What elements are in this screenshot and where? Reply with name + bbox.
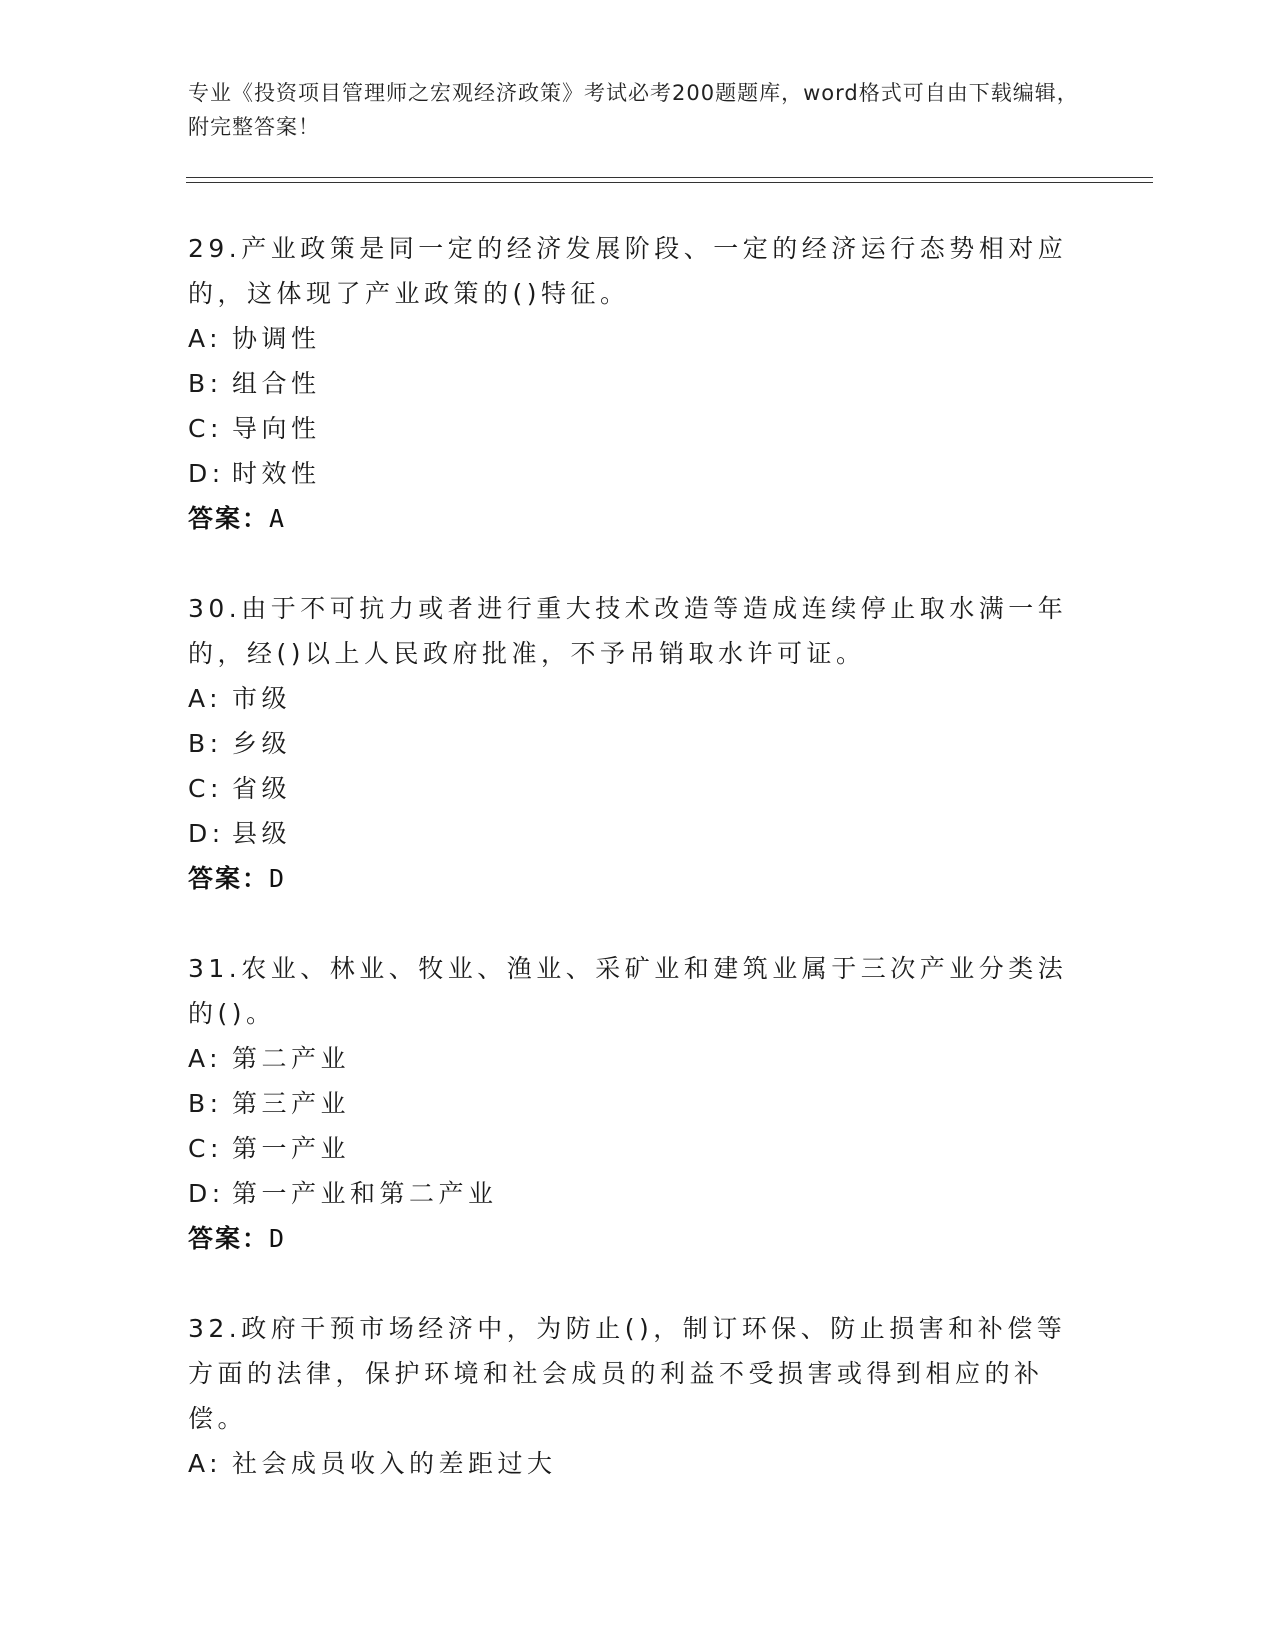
option-c	[188, 1126, 1088, 1171]
option-text: 市级	[232, 684, 292, 713]
option-letter: C:	[188, 774, 223, 803]
header-divider-bottom	[186, 182, 1153, 183]
option-letter: B:	[188, 369, 223, 398]
option-c	[188, 766, 1088, 811]
option-text: 社会成员收入的差距过大	[232, 1449, 557, 1478]
option-a	[188, 1441, 1088, 1486]
question-32	[188, 1306, 1088, 1486]
option-d	[188, 1171, 1088, 1216]
question-29	[188, 226, 1088, 541]
option-text: 导向性	[232, 414, 321, 443]
question-text: 29.产业政策是同一定的经济发展阶段、一定的经济运行态势相对应的，这体现了产业政策的()特征。	[188, 234, 1068, 308]
option-letter: B:	[188, 1089, 223, 1118]
option-text: 第一产业和第二产业	[232, 1179, 498, 1208]
question-text: 31.农业、林业、牧业、渔业、采矿业和建筑业属于三次产业分类法的()。	[188, 954, 1068, 1028]
option-letter: D:	[188, 459, 225, 488]
answer-label: 答案：	[188, 1224, 270, 1253]
option-b	[188, 1081, 1088, 1126]
answer-value: A	[269, 504, 286, 533]
option-d	[188, 451, 1088, 496]
answer-label: 答案：	[188, 864, 270, 893]
header-divider-top	[186, 177, 1153, 178]
option-d	[188, 811, 1088, 856]
option-letter: D:	[188, 1179, 225, 1208]
option-text: 第三产业	[232, 1089, 351, 1118]
option-c	[188, 406, 1088, 451]
option-letter: A:	[188, 684, 223, 713]
answer-value: D	[269, 864, 286, 893]
option-letter: D:	[188, 819, 225, 848]
option-letter: C:	[188, 1134, 223, 1163]
option-letter: A:	[188, 324, 223, 353]
option-text: 第一产业	[232, 1134, 351, 1163]
answer-line	[188, 856, 1088, 901]
question-text: 32.政府干预市场经济中，为防止()，制订环保、防止损害和补偿等方面的法律，保护环境和社会成员的利益不受损害或得到相应的补偿。	[188, 1314, 1067, 1433]
option-text: 第二产业	[232, 1044, 351, 1073]
option-a	[188, 676, 1088, 721]
option-letter: A:	[188, 1449, 223, 1478]
option-a	[188, 1036, 1088, 1081]
answer-value: D	[269, 1224, 286, 1253]
option-text: 乡级	[232, 729, 292, 758]
answer-label: 答案：	[188, 504, 270, 533]
option-text: 县级	[232, 819, 292, 848]
option-text: 协调性	[232, 324, 321, 353]
answer-line	[188, 1216, 1088, 1261]
option-text: 组合性	[232, 369, 321, 398]
option-letter: A:	[188, 1044, 223, 1073]
answer-line	[188, 496, 1088, 541]
question-text: 30.由于不可抗力或者进行重大技术改造等造成连续停止取水满一年的，经()以上人民政府批准，不予吊销取水许可证。	[188, 594, 1068, 668]
option-letter: C:	[188, 414, 223, 443]
option-b	[188, 361, 1088, 406]
option-letter: B:	[188, 729, 223, 758]
option-text: 时效性	[232, 459, 321, 488]
option-b	[188, 721, 1088, 766]
option-a	[188, 316, 1088, 361]
question-30	[188, 586, 1088, 901]
document-header: 专业《投资项目管理师之宏观经济政策》考试必考200题题库，word格式可自由下载编辑，附完整答案！	[188, 81, 1079, 139]
option-text: 省级	[232, 774, 292, 803]
question-31	[188, 946, 1088, 1261]
